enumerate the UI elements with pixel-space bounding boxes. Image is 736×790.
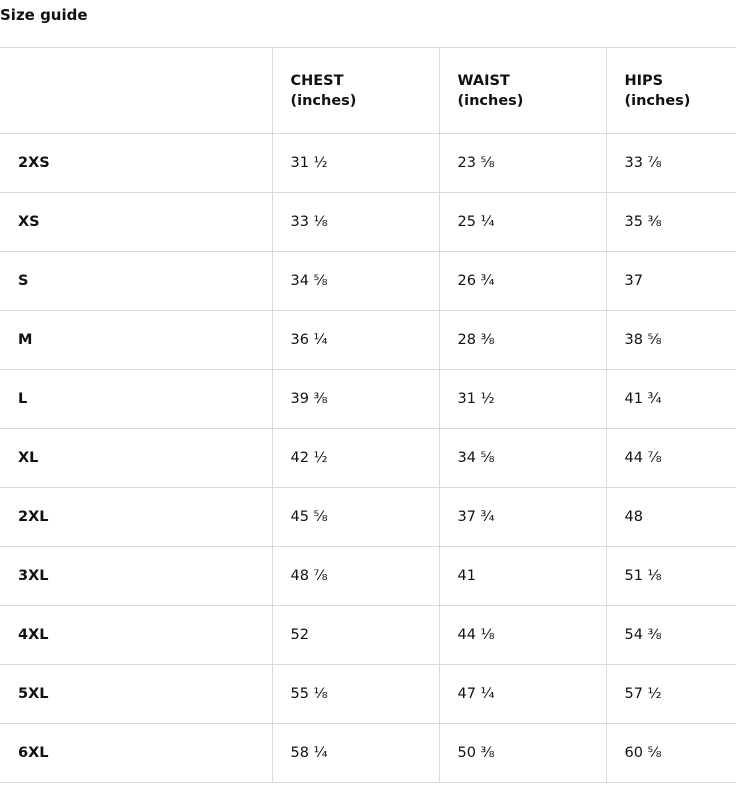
- cell-hips: 48: [606, 488, 736, 547]
- row-label: 3XL: [0, 547, 272, 606]
- column-header-size: [0, 48, 272, 134]
- cell-chest: 52: [272, 606, 439, 665]
- cell-waist: 34 ⅝: [439, 429, 606, 488]
- column-header-waist-line2: (inches): [458, 91, 606, 111]
- column-header-chest: [272, 48, 439, 134]
- table-row: [0, 134, 736, 193]
- cell-hips: 35 ⅜: [606, 193, 736, 252]
- cell-hips: 57 ½: [606, 665, 736, 724]
- size-guide-page: [0, 5, 736, 783]
- row-label: 2XS: [0, 134, 272, 193]
- row-label: 4XL: [0, 606, 272, 665]
- row-label: 2XL: [0, 488, 272, 547]
- cell-chest: 55 ⅛: [272, 665, 439, 724]
- cell-chest: 58 ¼: [272, 724, 439, 783]
- cell-hips: 37: [606, 252, 736, 311]
- cell-hips: 33 ⅞: [606, 134, 736, 193]
- column-header-chest-line2: (inches): [291, 91, 439, 111]
- table-row: [0, 488, 736, 547]
- table-row: [0, 252, 736, 311]
- cell-waist: 44 ⅛: [439, 606, 606, 665]
- column-header-chest-line1: CHEST: [291, 71, 439, 91]
- cell-hips: 51 ⅛: [606, 547, 736, 606]
- cell-chest: 36 ¼: [272, 311, 439, 370]
- row-label: L: [0, 370, 272, 429]
- cell-chest: 33 ⅛: [272, 193, 439, 252]
- cell-chest: 42 ½: [272, 429, 439, 488]
- table-row: [0, 429, 736, 488]
- column-header-waist-line1: WAIST: [458, 71, 606, 91]
- table-row: [0, 311, 736, 370]
- cell-hips: 38 ⅝: [606, 311, 736, 370]
- cell-waist: 31 ½: [439, 370, 606, 429]
- table-body: [0, 134, 736, 783]
- row-label: S: [0, 252, 272, 311]
- row-label: M: [0, 311, 272, 370]
- row-label: XL: [0, 429, 272, 488]
- cell-hips: 60 ⅝: [606, 724, 736, 783]
- cell-waist: 25 ¼: [439, 193, 606, 252]
- column-header-hips-line1: HIPS: [625, 71, 736, 91]
- size-guide-table: [0, 47, 736, 783]
- column-header-hips: [606, 48, 736, 134]
- row-label: 5XL: [0, 665, 272, 724]
- cell-hips: 44 ⅞: [606, 429, 736, 488]
- cell-chest: 48 ⅞: [272, 547, 439, 606]
- cell-waist: 28 ⅜: [439, 311, 606, 370]
- table-header-row: [0, 48, 736, 134]
- cell-waist: 47 ¼: [439, 665, 606, 724]
- cell-waist: 50 ⅜: [439, 724, 606, 783]
- cell-chest: 34 ⅝: [272, 252, 439, 311]
- cell-waist: 41: [439, 547, 606, 606]
- page-title: Size guide: [0, 5, 736, 25]
- cell-chest: 45 ⅝: [272, 488, 439, 547]
- table-row: [0, 193, 736, 252]
- table-row: [0, 547, 736, 606]
- column-header-hips-line2: (inches): [625, 91, 736, 111]
- cell-hips: 54 ⅜: [606, 606, 736, 665]
- table-row: [0, 724, 736, 783]
- cell-waist: 37 ¾: [439, 488, 606, 547]
- table-row: [0, 606, 736, 665]
- cell-chest: 39 ⅜: [272, 370, 439, 429]
- table-header: [0, 48, 736, 134]
- row-label: 6XL: [0, 724, 272, 783]
- cell-waist: 23 ⅝: [439, 134, 606, 193]
- cell-chest: 31 ½: [272, 134, 439, 193]
- cell-waist: 26 ¾: [439, 252, 606, 311]
- cell-hips: 41 ¾: [606, 370, 736, 429]
- column-header-waist: [439, 48, 606, 134]
- table-row: [0, 370, 736, 429]
- row-label: XS: [0, 193, 272, 252]
- table-row: [0, 665, 736, 724]
